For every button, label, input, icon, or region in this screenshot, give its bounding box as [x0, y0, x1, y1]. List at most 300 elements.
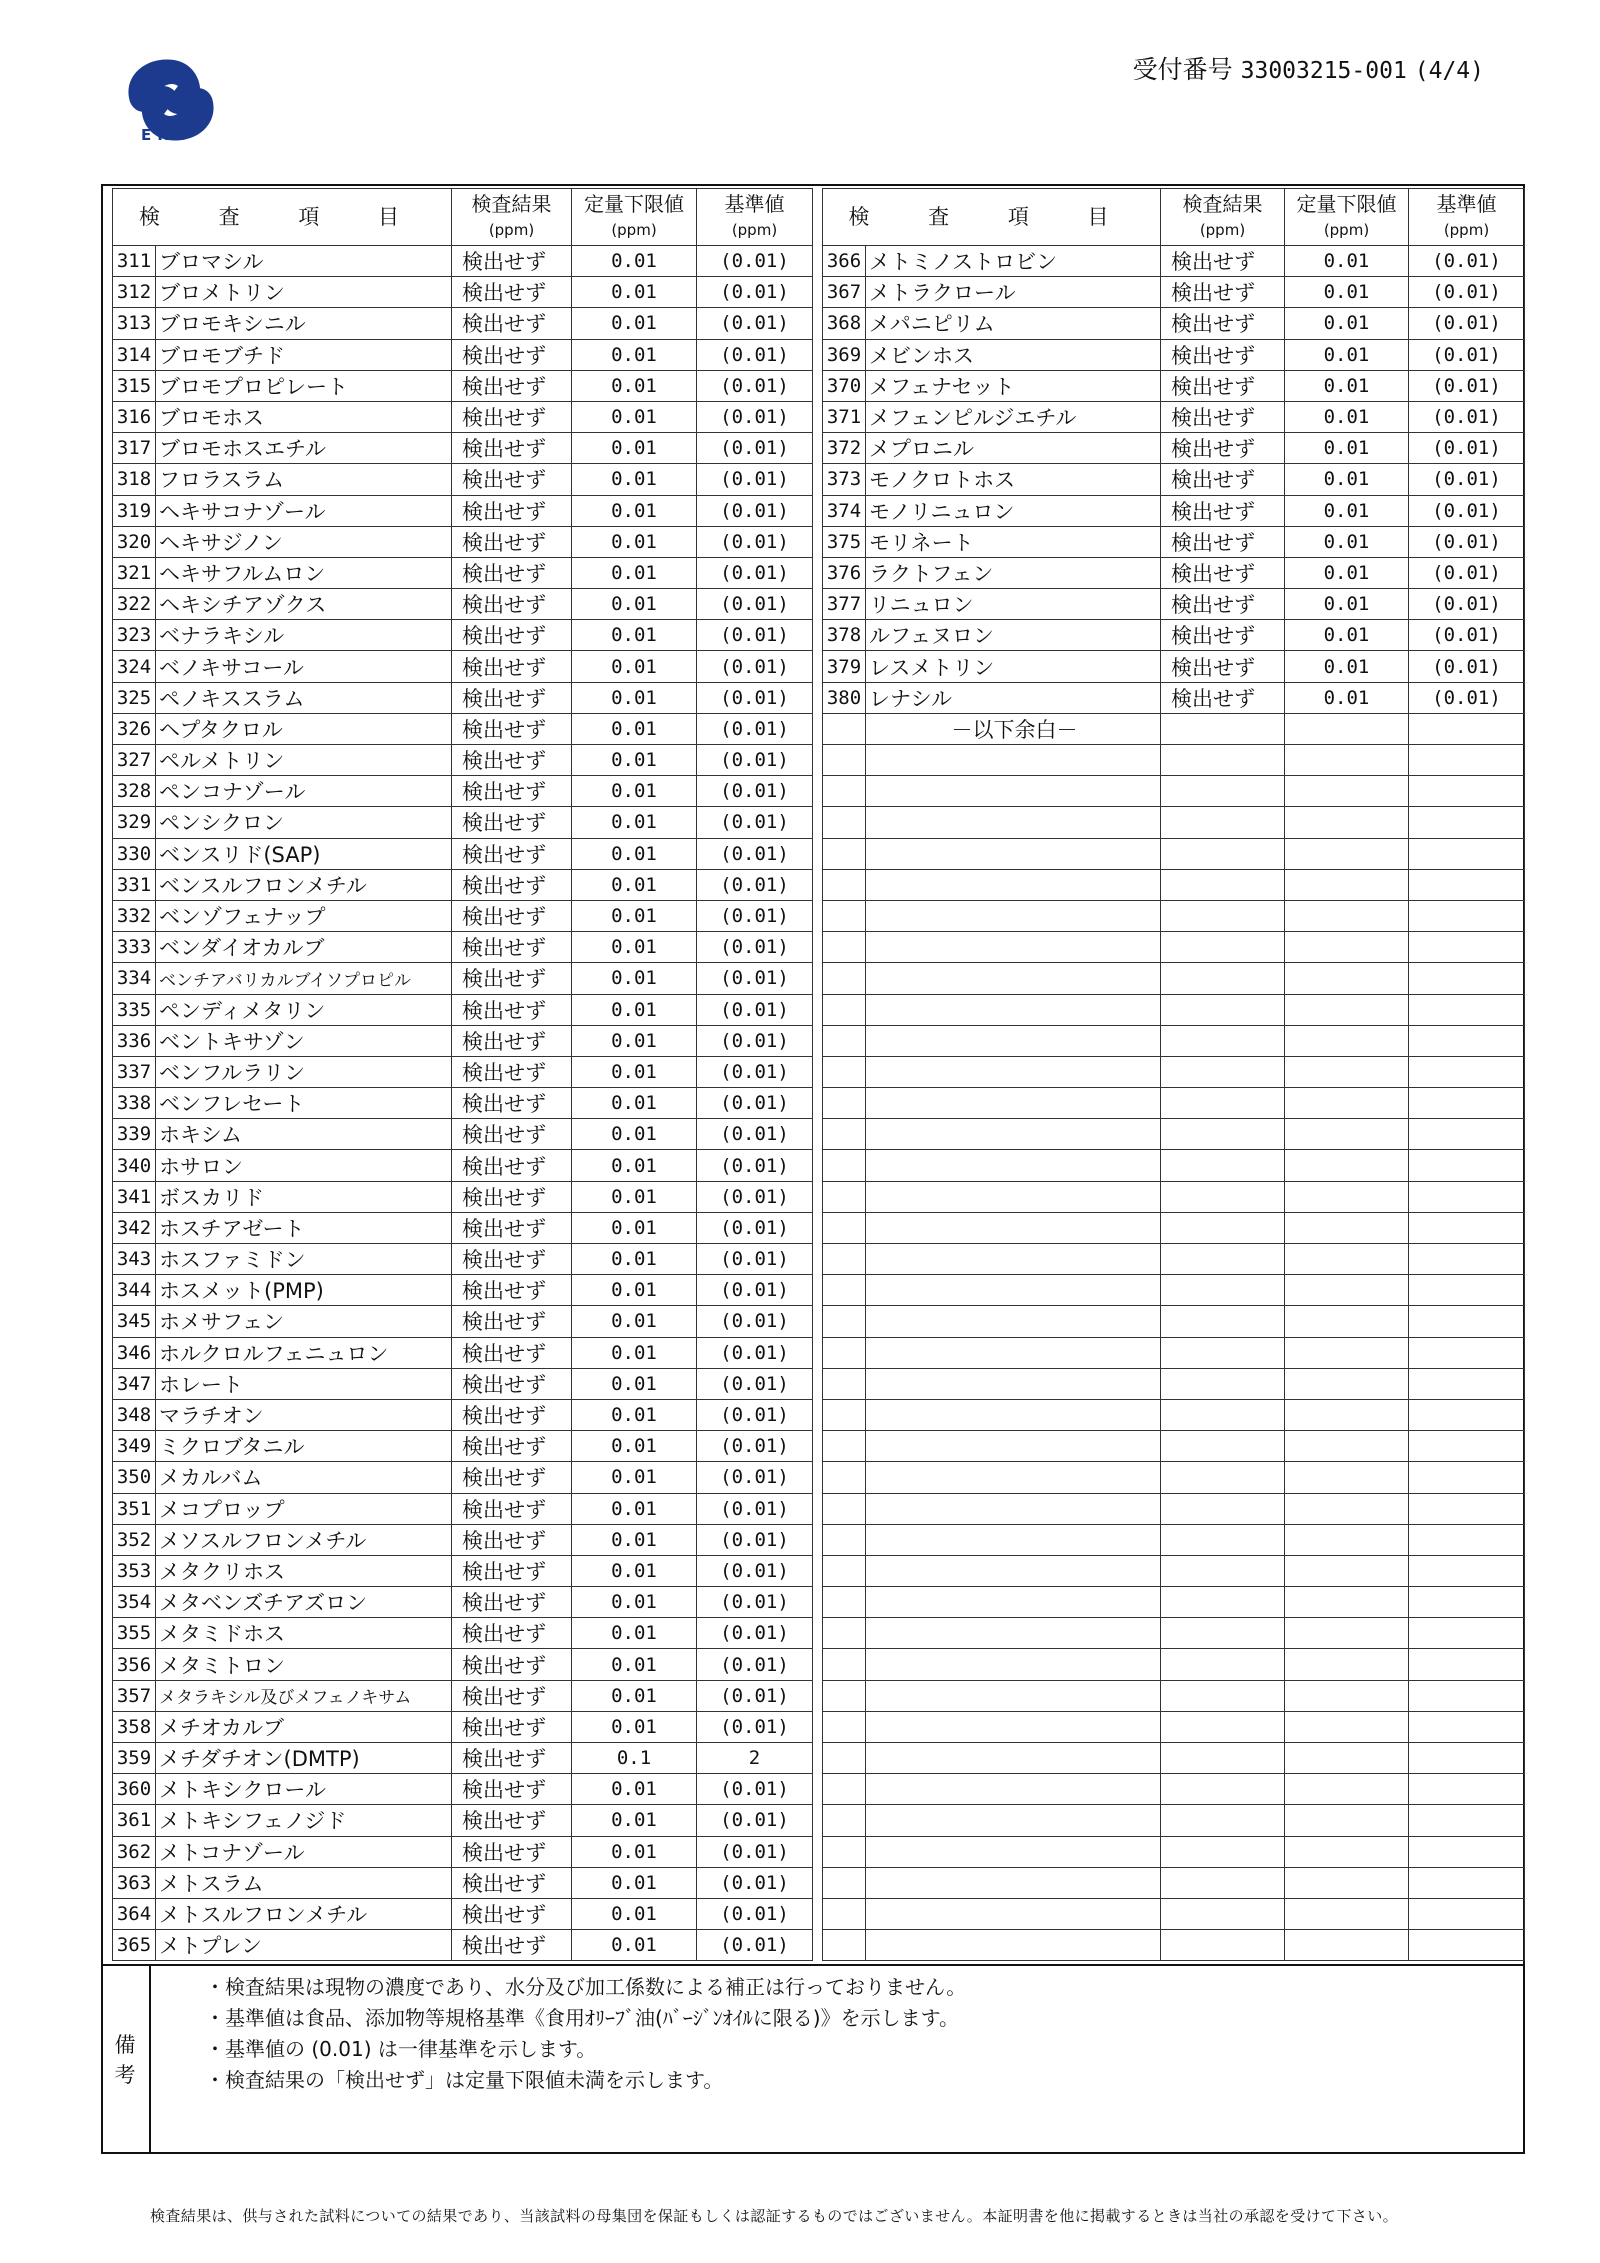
- empty-cell: [1161, 1399, 1285, 1430]
- row-number: 370: [823, 370, 866, 401]
- standard-value: (0.01): [1409, 589, 1525, 620]
- table-row: [113, 401, 813, 432]
- standard-value: (0.01): [697, 1680, 813, 1711]
- limit-value: 0.01: [572, 1587, 697, 1618]
- row-number: 315: [113, 370, 156, 401]
- standard-value: (0.01): [697, 1711, 813, 1742]
- standard-value: (0.01): [697, 869, 813, 900]
- standard-value: (0.01): [697, 464, 813, 495]
- empty-cell: [1285, 1462, 1409, 1493]
- result-value: 検出せず: [1161, 589, 1285, 620]
- item-name: メチダチオン(DMTP): [156, 1743, 452, 1774]
- table-row: [823, 682, 1525, 713]
- table-row: [113, 557, 813, 588]
- row-number: 378: [823, 620, 866, 651]
- standard-value: (0.01): [697, 339, 813, 370]
- empty-cell: [866, 1337, 1161, 1368]
- row-number: 371: [823, 401, 866, 432]
- result-value: 検出せず: [452, 1088, 572, 1119]
- item-name: ベナラキシル: [156, 620, 452, 651]
- empty-row: [823, 1212, 1525, 1243]
- empty-cell: [1161, 1711, 1285, 1742]
- standard-value: (0.01): [697, 1649, 813, 1680]
- row-number: 361: [113, 1805, 156, 1836]
- standard-value: (0.01): [697, 1212, 813, 1243]
- table-row: [113, 838, 813, 869]
- empty-cell: [1409, 1805, 1525, 1836]
- empty-cell: [1285, 1805, 1409, 1836]
- empty-cell: [1409, 963, 1525, 994]
- empty-row: [823, 1337, 1525, 1368]
- empty-row: [823, 1711, 1525, 1742]
- empty-cell: [823, 745, 866, 776]
- result-value: 検出せず: [1161, 464, 1285, 495]
- empty-cell: [1409, 1711, 1525, 1742]
- empty-cell: [866, 1649, 1161, 1680]
- empty-cell: [1161, 1088, 1285, 1119]
- empty-cell: [823, 1337, 866, 1368]
- item-name: メチオカルブ: [156, 1711, 452, 1742]
- standard-value: (0.01): [697, 1462, 813, 1493]
- table-row: [113, 1088, 813, 1119]
- empty-cell: [1409, 900, 1525, 931]
- item-name: ホスファミドン: [156, 1244, 452, 1275]
- empty-cell: [1161, 1462, 1285, 1493]
- table-row: [823, 526, 1525, 557]
- item-name: ベンチアバリカルブイソプロピル: [156, 963, 452, 994]
- limit-value: 0.01: [1285, 370, 1409, 401]
- limit-value: 0.01: [572, 339, 697, 370]
- item-name: メタベンズチアズロン: [156, 1587, 452, 1618]
- table-row: [113, 994, 813, 1025]
- row-number: 318: [113, 464, 156, 495]
- empty-cell: [1161, 1493, 1285, 1524]
- remarks-label: 備 考: [101, 1966, 151, 2154]
- remark-line: ・検査結果の「検出せず」は定量下限値未満を示します。: [205, 2068, 724, 2092]
- result-value: 検出せず: [452, 1587, 572, 1618]
- standard-value: (0.01): [697, 1805, 813, 1836]
- result-value: 検出せず: [452, 495, 572, 526]
- standard-value: (0.01): [1409, 401, 1525, 432]
- row-number: 329: [113, 807, 156, 838]
- empty-cell: [1285, 1025, 1409, 1056]
- limit-value: 0.01: [572, 1212, 697, 1243]
- empty-cell: [1409, 838, 1525, 869]
- empty-cell: [1285, 1743, 1409, 1774]
- standard-value: (0.01): [697, 1774, 813, 1805]
- item-name: ヘキサフルムロン: [156, 557, 452, 588]
- limit-value: 0.01: [572, 1524, 697, 1555]
- table-row: [113, 932, 813, 963]
- empty-cell: [823, 1088, 866, 1119]
- result-value: 検出せず: [452, 526, 572, 557]
- empty-cell: [1409, 1025, 1525, 1056]
- table-row: [113, 745, 813, 776]
- limit-value: 0.01: [572, 277, 697, 308]
- standard-value: (0.01): [697, 526, 813, 557]
- empty-cell: [866, 1025, 1161, 1056]
- row-number: 358: [113, 1711, 156, 1742]
- empty-cell: [823, 1867, 866, 1898]
- empty-cell: [1161, 1680, 1285, 1711]
- standard-value: (0.01): [697, 1836, 813, 1867]
- empty-cell: [866, 1306, 1161, 1337]
- empty-cell: [1285, 963, 1409, 994]
- result-value: 検出せず: [452, 963, 572, 994]
- table-row: [113, 1743, 813, 1774]
- standard-value: (0.01): [697, 557, 813, 588]
- standard-value: (0.01): [1409, 339, 1525, 370]
- empty-cell: [1161, 1244, 1285, 1275]
- standard-value: (0.01): [1409, 433, 1525, 464]
- table-row: [113, 682, 813, 713]
- result-value: 検出せず: [452, 807, 572, 838]
- item-name: ミクロブタニル: [156, 1431, 452, 1462]
- results-table-right: [822, 188, 1525, 1961]
- item-name: マラチオン: [156, 1399, 452, 1430]
- remark-line: ・検査結果は現物の濃度であり、水分及び加工係数による補正は行っておりません。: [205, 1975, 967, 1999]
- limit-value: 0.01: [1285, 401, 1409, 432]
- row-number: 319: [113, 495, 156, 526]
- standard-value: (0.01): [697, 1399, 813, 1430]
- empty-cell: [866, 1493, 1161, 1524]
- result-value: 検出せず: [452, 1867, 572, 1898]
- table-row: [823, 433, 1525, 464]
- table-row: [113, 246, 813, 277]
- empty-cell: [823, 1244, 866, 1275]
- limit-value: 0.01: [1285, 589, 1409, 620]
- row-number: 324: [113, 651, 156, 682]
- standard-value: (0.01): [1409, 464, 1525, 495]
- result-value: 検出せず: [1161, 339, 1285, 370]
- standard-value: (0.01): [1409, 246, 1525, 277]
- empty-cell: [1161, 869, 1285, 900]
- item-name: ヘキサジノン: [156, 526, 452, 557]
- row-number: 352: [113, 1524, 156, 1555]
- standard-value: (0.01): [1409, 651, 1525, 682]
- result-value: 検出せず: [452, 1399, 572, 1430]
- row-number: 325: [113, 682, 156, 713]
- item-name: メトラクロール: [866, 277, 1161, 308]
- empty-cell: [1161, 1587, 1285, 1618]
- empty-cell: [823, 1524, 866, 1555]
- table-row: [113, 1306, 813, 1337]
- col-item: 検 査 項 目: [823, 189, 1161, 246]
- table-row: [113, 1431, 813, 1462]
- empty-cell: [1409, 745, 1525, 776]
- result-value: 検出せず: [452, 1524, 572, 1555]
- table-row: [823, 277, 1525, 308]
- empty-cell: [823, 1493, 866, 1524]
- empty-row: [823, 1056, 1525, 1087]
- row-number: 317: [113, 433, 156, 464]
- empty-cell: [1161, 1930, 1285, 1961]
- result-value: 検出せず: [452, 1244, 572, 1275]
- standard-value: (0.01): [697, 1930, 813, 1961]
- empty-cell: [823, 838, 866, 869]
- empty-row: [823, 838, 1525, 869]
- empty-row: [823, 1119, 1525, 1150]
- empty-cell: [866, 1680, 1161, 1711]
- item-name: メトキシフェノジド: [156, 1805, 452, 1836]
- empty-cell: [1285, 1431, 1409, 1462]
- empty-cell: [1409, 1524, 1525, 1555]
- empty-cell: [823, 1056, 866, 1087]
- empty-cell: [1285, 1587, 1409, 1618]
- result-value: 検出せず: [452, 464, 572, 495]
- limit-value: 0.01: [572, 1462, 697, 1493]
- empty-row: [823, 1025, 1525, 1056]
- standard-value: (0.01): [697, 1119, 813, 1150]
- result-value: 検出せず: [1161, 620, 1285, 651]
- standard-value: (0.01): [1409, 277, 1525, 308]
- empty-row: [823, 1244, 1525, 1275]
- empty-cell: [1161, 1836, 1285, 1867]
- table-row: [113, 900, 813, 931]
- empty-cell: [1409, 1431, 1525, 1462]
- empty-cell: [866, 1743, 1161, 1774]
- empty-cell: [1161, 1119, 1285, 1150]
- row-number: 339: [113, 1119, 156, 1150]
- result-value: 検出せず: [452, 745, 572, 776]
- row-number: 326: [113, 713, 156, 744]
- result-value: 検出せず: [452, 776, 572, 807]
- row-number: 364: [113, 1898, 156, 1929]
- limit-value: 0.01: [572, 682, 697, 713]
- empty-row: [823, 1275, 1525, 1306]
- table-row: [113, 1618, 813, 1649]
- result-value: 検出せず: [1161, 277, 1285, 308]
- empty-cell: [1285, 1867, 1409, 1898]
- table-row: [113, 526, 813, 557]
- limit-value: 0.01: [572, 1368, 697, 1399]
- empty-row: [823, 1680, 1525, 1711]
- col-item: 検 査 項 目: [113, 189, 452, 246]
- standard-value: (0.01): [697, 1088, 813, 1119]
- limit-value: 0.01: [572, 1867, 697, 1898]
- table-row: [113, 1555, 813, 1586]
- empty-cell: [1285, 1150, 1409, 1181]
- table-row: [113, 277, 813, 308]
- empty-cell: [1285, 1555, 1409, 1586]
- empty-cell: [1161, 1431, 1285, 1462]
- table-row: [113, 1212, 813, 1243]
- limit-value: 0.01: [572, 1680, 697, 1711]
- empty-cell: [866, 1150, 1161, 1181]
- row-number: 316: [113, 401, 156, 432]
- receipt-label: 受付番号: [1132, 55, 1233, 84]
- limit-value: 0.01: [572, 1306, 697, 1337]
- item-name: ホキシム: [156, 1119, 452, 1150]
- empty-cell: [1161, 1150, 1285, 1181]
- empty-cell: [1161, 745, 1285, 776]
- result-value: 検出せず: [452, 557, 572, 588]
- limit-value: 0.01: [572, 557, 697, 588]
- standard-value: (0.01): [697, 1306, 813, 1337]
- row-number: 335: [113, 994, 156, 1025]
- standard-value: (0.01): [697, 277, 813, 308]
- table-row: [113, 1025, 813, 1056]
- result-value: 検出せず: [1161, 401, 1285, 432]
- empty-cell: [866, 932, 1161, 963]
- limit-value: 0.01: [572, 745, 697, 776]
- result-value: 検出せず: [452, 1150, 572, 1181]
- row-number: 343: [113, 1244, 156, 1275]
- table-row: [113, 1462, 813, 1493]
- empty-cell: [1409, 1618, 1525, 1649]
- table-row: [113, 308, 813, 339]
- standard-value: (0.01): [697, 776, 813, 807]
- empty-cell: [823, 807, 866, 838]
- item-name: ベンスルフロンメチル: [156, 869, 452, 900]
- row-number: 356: [113, 1649, 156, 1680]
- empty-cell: [1161, 1898, 1285, 1929]
- limit-value: 0.01: [572, 776, 697, 807]
- standard-value: (0.01): [1409, 682, 1525, 713]
- remark-line: ・基準値は食品、添加物等規格基準《食用ｵﾘｰﾌﾞ油(ﾊﾞｰｼﾞﾝｵｲﾙに限る)》を示します。: [205, 2006, 960, 2030]
- row-number: 313: [113, 308, 156, 339]
- limit-value: 0.01: [572, 1836, 697, 1867]
- standard-value: (0.01): [697, 1181, 813, 1212]
- empty-cell: [866, 1867, 1161, 1898]
- result-value: 検出せず: [452, 433, 572, 464]
- item-name: メトコナゾール: [156, 1836, 452, 1867]
- empty-cell: [1409, 1275, 1525, 1306]
- item-name: メタラキシル及びメフェノキサム: [156, 1680, 452, 1711]
- empty-row: [823, 900, 1525, 931]
- row-number: 374: [823, 495, 866, 526]
- item-name: メプロニル: [866, 433, 1161, 464]
- empty-cell: [866, 838, 1161, 869]
- table-row: [113, 1930, 813, 1961]
- limit-value: 0.01: [1285, 433, 1409, 464]
- row-number: 331: [113, 869, 156, 900]
- table-row: [113, 1368, 813, 1399]
- standard-value: (0.01): [697, 651, 813, 682]
- empty-cell: [1409, 1056, 1525, 1087]
- row-number: 369: [823, 339, 866, 370]
- table-row: [113, 1836, 813, 1867]
- item-name: ブロモホスエチル: [156, 433, 452, 464]
- empty-cell: [1285, 932, 1409, 963]
- standard-value: (0.01): [697, 713, 813, 744]
- limit-value: 0.01: [572, 401, 697, 432]
- result-value: 検出せず: [452, 1774, 572, 1805]
- limit-value: 0.01: [572, 869, 697, 900]
- empty-cell: [1285, 1524, 1409, 1555]
- table-row: [823, 495, 1525, 526]
- row-number: 355: [113, 1618, 156, 1649]
- result-value: 検出せず: [452, 620, 572, 651]
- row-number: 353: [113, 1555, 156, 1586]
- item-name: ベンフルラリン: [156, 1056, 452, 1087]
- empty-cell: [1161, 838, 1285, 869]
- table-row: [113, 713, 813, 744]
- empty-cell: [1285, 900, 1409, 931]
- result-value: 検出せず: [452, 1025, 572, 1056]
- empty-cell: [1285, 1306, 1409, 1337]
- result-value: 検出せず: [452, 308, 572, 339]
- empty-row: [823, 1836, 1525, 1867]
- item-name: メタミトロン: [156, 1649, 452, 1680]
- limit-value: 0.01: [572, 1930, 697, 1961]
- table-row: [823, 464, 1525, 495]
- item-name: メトキシクロール: [156, 1774, 452, 1805]
- empty-cell: [823, 1150, 866, 1181]
- item-name: メタクリホス: [156, 1555, 452, 1586]
- empty-cell: [866, 1275, 1161, 1306]
- result-value: 検出せず: [452, 1711, 572, 1742]
- blank-marker-row: [823, 713, 1525, 744]
- limit-value: 0.01: [1285, 495, 1409, 526]
- result-value: 検出せず: [452, 1212, 572, 1243]
- empty-cell: [1161, 994, 1285, 1025]
- result-value: 検出せず: [452, 1431, 572, 1462]
- row-number: [823, 713, 866, 744]
- standard-value: (0.01): [1409, 495, 1525, 526]
- row-number: 312: [113, 277, 156, 308]
- empty-cell: [1409, 1368, 1525, 1399]
- row-number: 344: [113, 1275, 156, 1306]
- item-name: ブロマシル: [156, 246, 452, 277]
- empty-cell: [823, 1275, 866, 1306]
- empty-cell: [823, 1587, 866, 1618]
- row-number: 377: [823, 589, 866, 620]
- standard-value: (0.01): [697, 620, 813, 651]
- receipt-value: 33003215-001: [1240, 58, 1407, 84]
- item-name: ブロモキシニル: [156, 308, 452, 339]
- table-row: [113, 1275, 813, 1306]
- empty-row: [823, 745, 1525, 776]
- standard-value: (0.01): [697, 1524, 813, 1555]
- item-name: ペンシクロン: [156, 807, 452, 838]
- empty-row: [823, 963, 1525, 994]
- item-name: ベノキサコール: [156, 651, 452, 682]
- empty-cell: [866, 1618, 1161, 1649]
- row-number: 366: [823, 246, 866, 277]
- limit-value: 0.01: [572, 495, 697, 526]
- empty-cell: [1409, 1680, 1525, 1711]
- table-header: [823, 189, 1525, 246]
- empty-cell: [1409, 1587, 1525, 1618]
- item-name: メコプロップ: [156, 1493, 452, 1524]
- limit-value: [1285, 713, 1409, 744]
- empty-cell: [823, 1898, 866, 1929]
- result-value: 検出せず: [1161, 526, 1285, 557]
- empty-cell: [1285, 994, 1409, 1025]
- empty-cell: [866, 1930, 1161, 1961]
- row-number: 373: [823, 464, 866, 495]
- empty-cell: [823, 994, 866, 1025]
- limit-value: 0.01: [572, 932, 697, 963]
- table-row: [113, 1181, 813, 1212]
- limit-value: 0.01: [572, 807, 697, 838]
- standard-value: (0.01): [697, 1431, 813, 1462]
- item-name: ボスカリド: [156, 1181, 452, 1212]
- empty-cell: [866, 1524, 1161, 1555]
- standard-value: (0.01): [697, 807, 813, 838]
- item-name: メカルバム: [156, 1462, 452, 1493]
- empty-cell: [1161, 1524, 1285, 1555]
- row-number: 372: [823, 433, 866, 464]
- col-result: 検査結果 (ppm): [1161, 189, 1285, 246]
- standard-value: (0.01): [697, 1867, 813, 1898]
- row-number: 345: [113, 1306, 156, 1337]
- empty-row: [823, 869, 1525, 900]
- empty-row: [823, 1181, 1525, 1212]
- standard-value: (0.01): [1409, 308, 1525, 339]
- empty-cell: [1409, 994, 1525, 1025]
